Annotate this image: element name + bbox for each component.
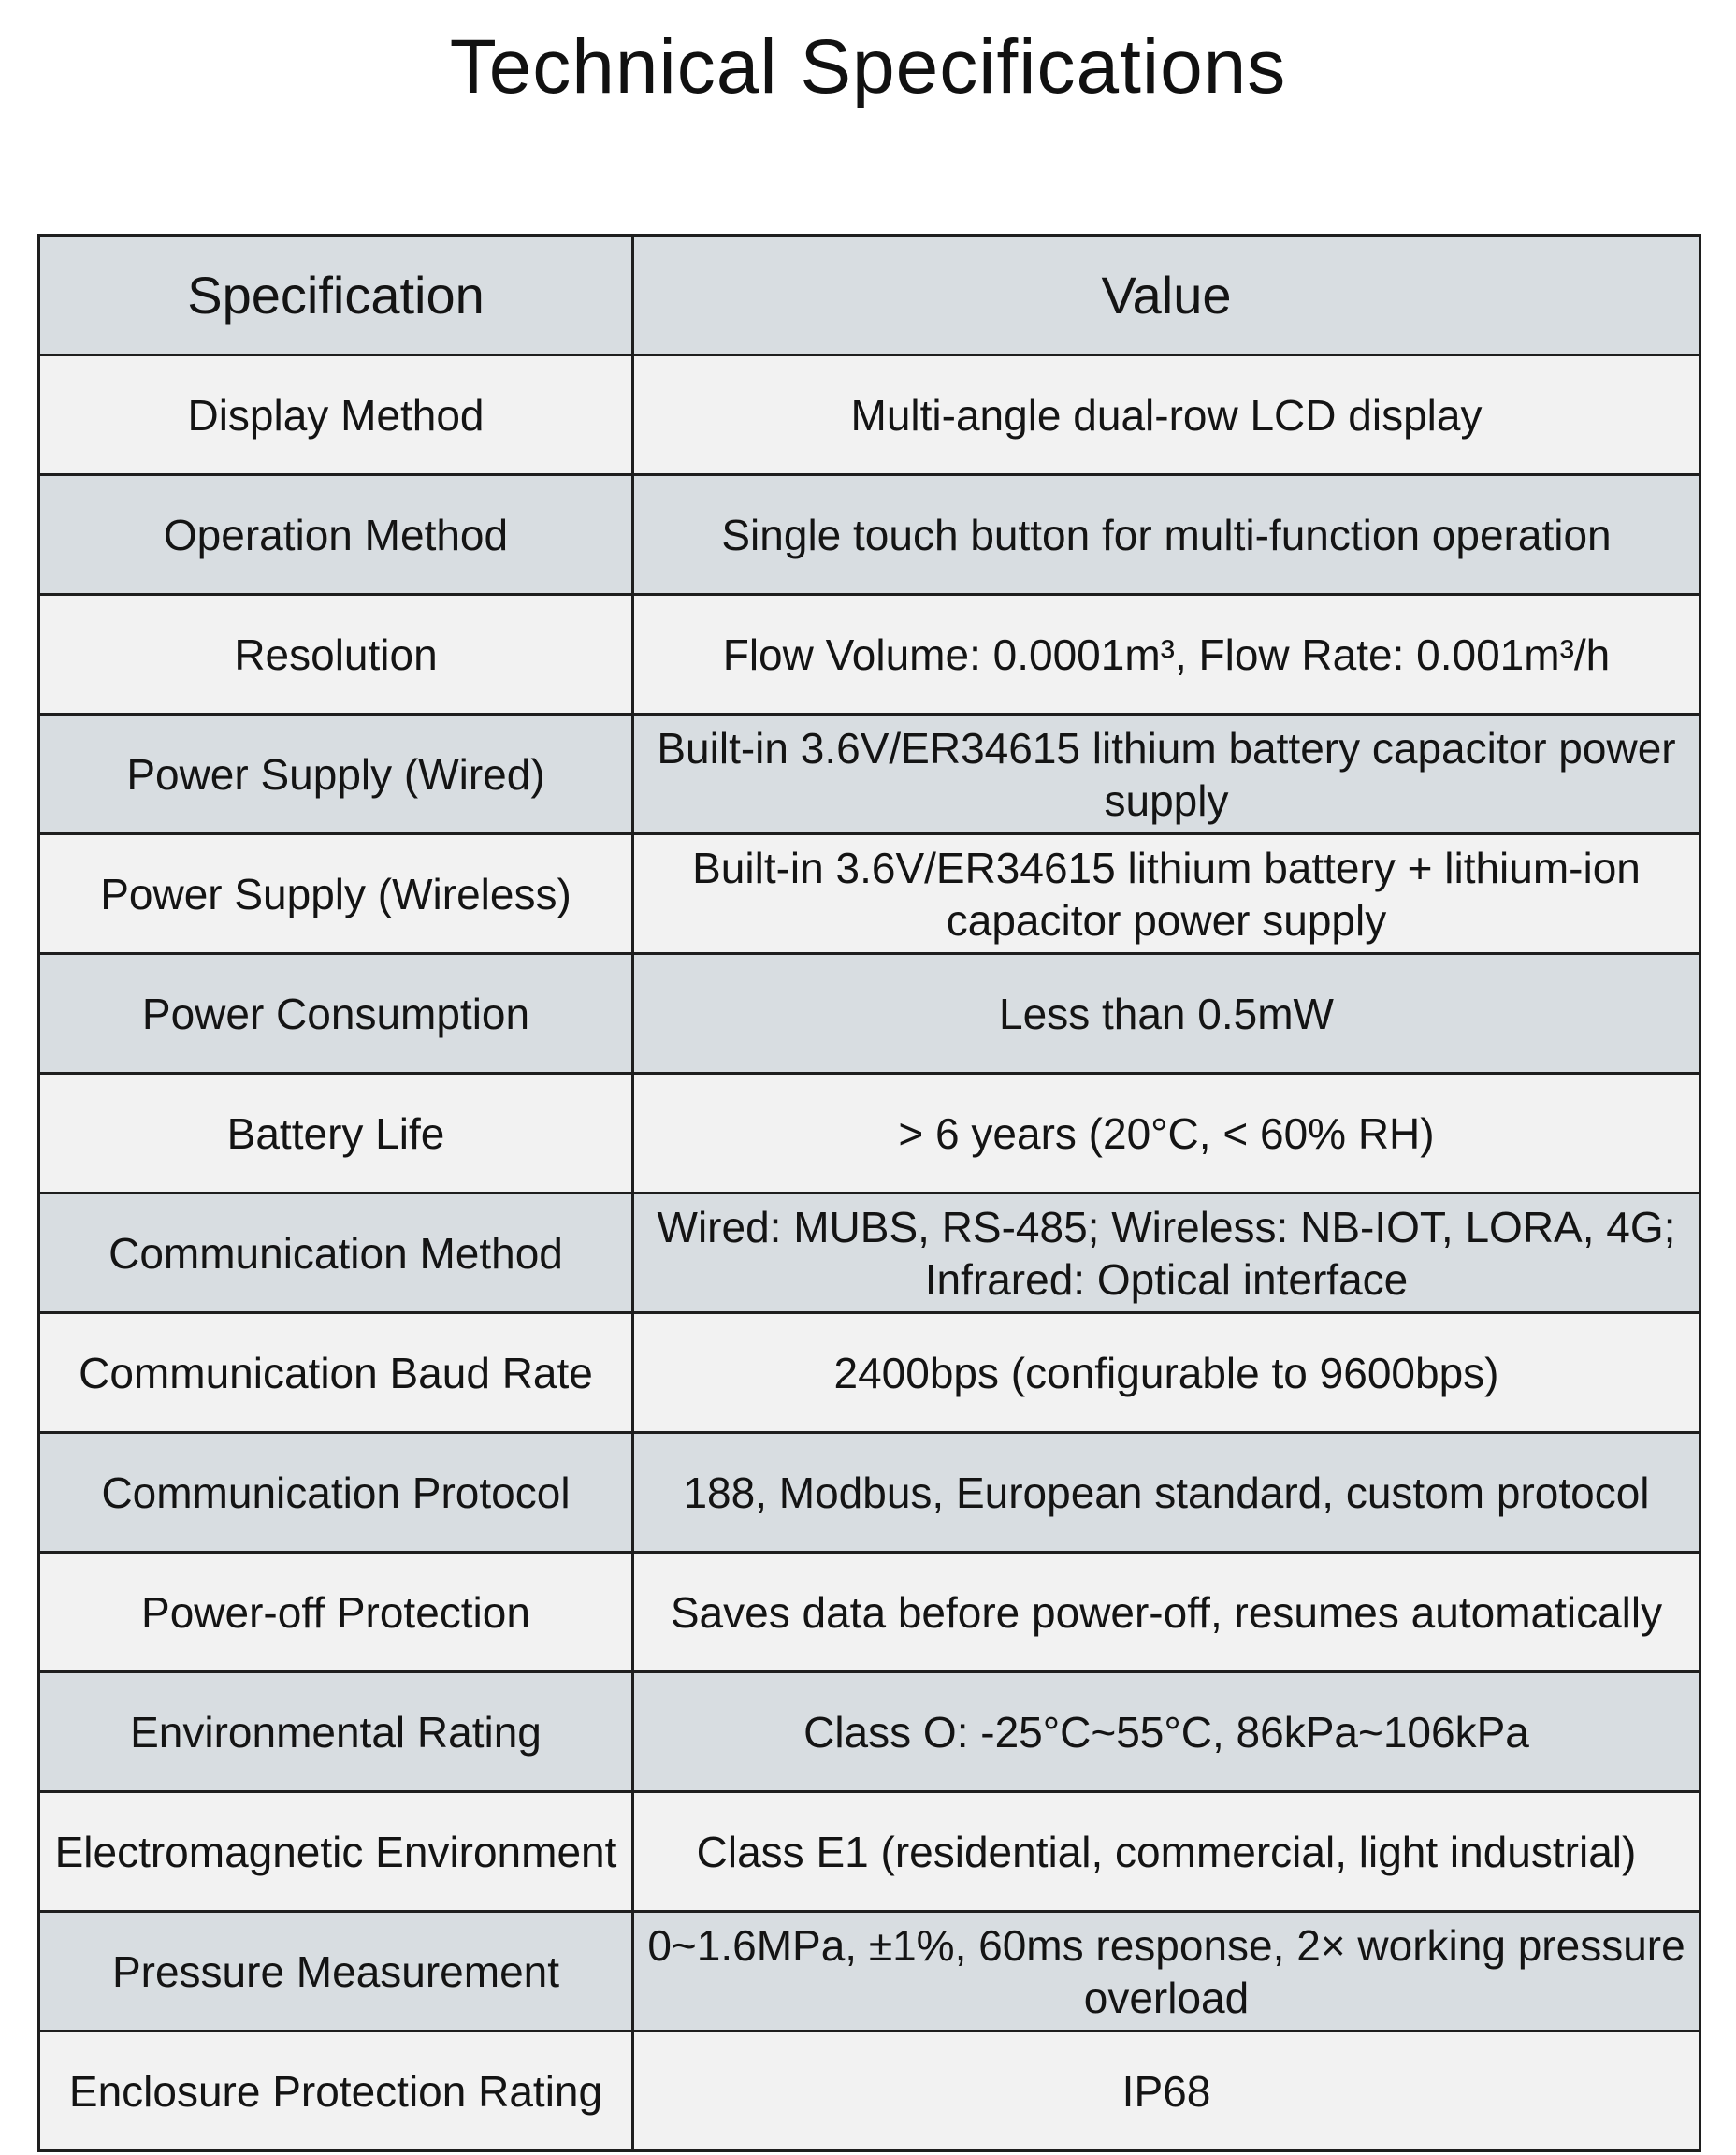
spec-value-cell: 188, Modbus, European standard, custom protocol [633, 1433, 1700, 1553]
spec-table [37, 234, 1701, 2152]
spec-value-cell: 0~1.6MPa, ±1%, 60ms response, 2× working pressure overload [633, 1912, 1700, 2032]
table-row [39, 1792, 1700, 1912]
column-header-value: Value [633, 236, 1700, 355]
table-row [39, 834, 1700, 954]
spec-name-cell: Communication Method [39, 1193, 633, 1313]
spec-name-cell: Electromagnetic Environment [39, 1792, 633, 1912]
spec-value-cell: Flow Volume: 0.0001m³, Flow Rate: 0.001m³/h [633, 595, 1700, 715]
spec-value-cell: Built-in 3.6V/ER34615 lithium battery + lithium-ion capacitor power supply [633, 834, 1700, 954]
spec-value-cell: 2400bps (configurable to 9600bps) [633, 1313, 1700, 1433]
spec-name-cell: Power Consumption [39, 954, 633, 1074]
spec-value-cell: Class E1 (residential, commercial, light industrial) [633, 1792, 1700, 1912]
spec-name-cell: Pressure Measurement [39, 1912, 633, 2032]
spec-name-cell: Power-off Protection [39, 1553, 633, 1672]
spec-value-cell: Built-in 3.6V/ER34615 lithium battery capacitor power supply [633, 715, 1700, 834]
spec-name-cell: Communication Baud Rate [39, 1313, 633, 1433]
spec-value-cell: IP68 [633, 2032, 1700, 2151]
spec-value-cell: Wired: MUBS, RS-485; Wireless: NB-IOT, LORA, 4G; Infrared: Optical interface [633, 1193, 1700, 1313]
table-row [39, 1672, 1700, 1792]
spec-name-cell: Display Method [39, 355, 633, 475]
spec-name-cell: Power Supply (Wired) [39, 715, 633, 834]
spec-value-cell: Less than 0.5mW [633, 954, 1700, 1074]
spec-value-cell: > 6 years (20°C, < 60% RH) [633, 1074, 1700, 1193]
table-header-row [39, 236, 1700, 355]
spec-name-cell: Enclosure Protection Rating [39, 2032, 633, 2151]
table-row [39, 715, 1700, 834]
spec-name-cell: Power Supply (Wireless) [39, 834, 633, 954]
table-row [39, 475, 1700, 595]
table-row [39, 2032, 1700, 2151]
spec-name-cell: Communication Protocol [39, 1433, 633, 1553]
table-row [39, 954, 1700, 1074]
spec-value-cell: Multi-angle dual-row LCD display [633, 355, 1700, 475]
spec-value-cell: Saves data before power-off, resumes automatically [633, 1553, 1700, 1672]
table-row [39, 1912, 1700, 2032]
table-row [39, 1313, 1700, 1433]
table-row [39, 1193, 1700, 1313]
spec-value-cell: Single touch button for multi-function operation [633, 475, 1700, 595]
table-row [39, 1074, 1700, 1193]
spec-name-cell: Battery Life [39, 1074, 633, 1193]
page-title: Technical Specifications [449, 24, 1287, 109]
column-header-specification: Specification [39, 236, 633, 355]
table-row [39, 1433, 1700, 1553]
table-row [39, 595, 1700, 715]
spec-name-cell: Resolution [39, 595, 633, 715]
table-row [39, 355, 1700, 475]
spec-value-cell: Class O: -25°C~55°C, 86kPa~106kPa [633, 1672, 1700, 1792]
table-row [39, 1553, 1700, 1672]
spec-name-cell: Environmental Rating [39, 1672, 633, 1792]
spec-name-cell: Operation Method [39, 475, 633, 595]
